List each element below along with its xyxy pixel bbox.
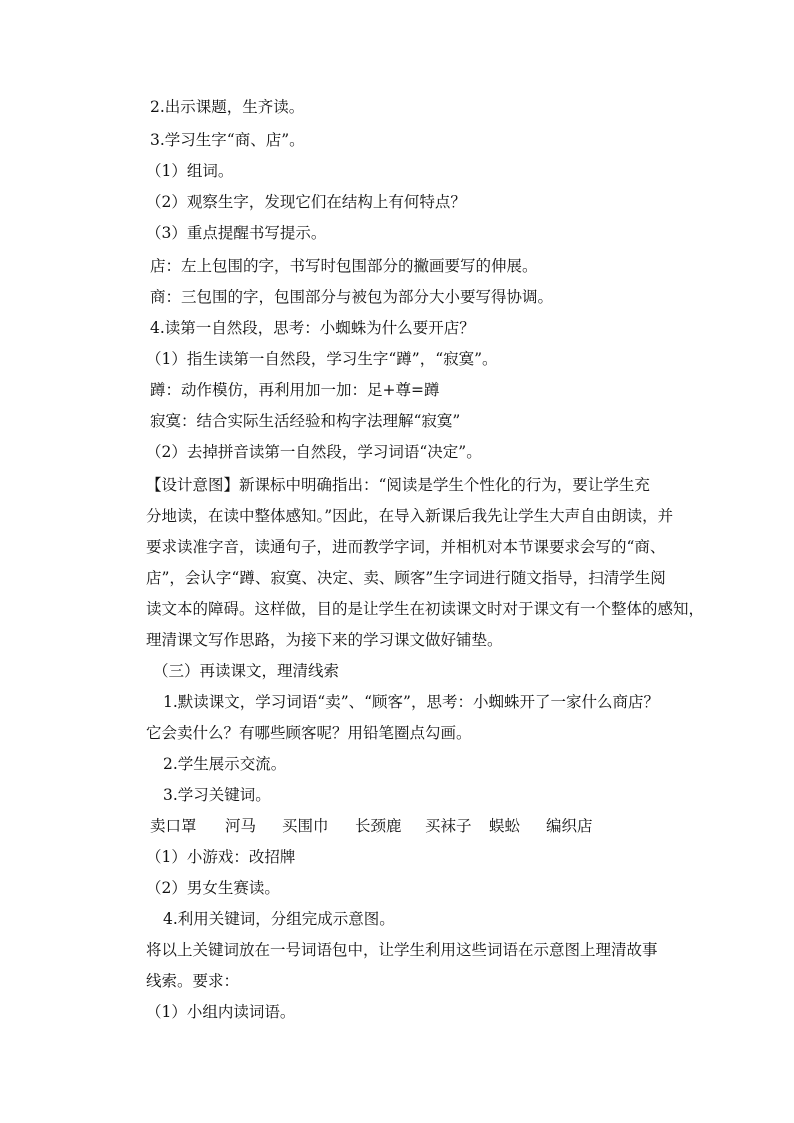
keyword: 蜈蚣: [489, 817, 521, 835]
keyword: 编织店: [546, 817, 593, 835]
text-line: 将以上关键词放在一号词语包中，让学生利用这些词语在示意图上理清故事: [146, 941, 658, 959]
text-line: 理清课文写作思路，为接下来的学习课文做好铺垫。: [146, 631, 503, 649]
text-line: 分地读，在读中整体感知。”因此，在导入新课后我先让学生大声自由朗读，并: [146, 507, 674, 525]
text-line: （1）组词。: [146, 162, 234, 180]
design-intent-line: 【设计意图】新课标中明确指出：“阅读是学生个性化的行为，要让学生充: [146, 476, 650, 494]
text-line: （2）男女生赛读。: [146, 879, 280, 897]
text-line: 3.学习关键词。: [163, 786, 271, 804]
keyword: 长颈鹿: [355, 817, 402, 835]
text-line: 1.默读课文，学习词语“卖”、“顾客”，思考：小蜘蛛开了一家什么商店？: [163, 693, 659, 711]
text-line: 4.利用关键词，分组完成示意图。: [163, 910, 395, 928]
text-line: 蹲：动作模仿，再利用加一加：足+尊=蹲: [150, 381, 440, 399]
text-line: （2）观察生字，发现它们在结构上有何特点？: [146, 193, 466, 211]
keyword: 买围巾: [282, 817, 329, 835]
keyword: 卖口罩: [150, 817, 197, 835]
text-line: 店：左上包围的字，书写时包围部分的撇画要写的伸展。: [150, 257, 538, 275]
section-heading: （三）再读课文，理清线索: [153, 662, 340, 680]
text-line: （1）指生读第一自然段，学习生字“蹲”，“寂寞”。: [146, 350, 498, 368]
keyword: 河马: [225, 817, 257, 835]
text-line: 2.出示课题，生齐读。: [150, 98, 305, 116]
text-line: 店”，会认字“蹲、寂寞、决定、卖、顾客”生字词进行随文指导，扫清学生阅: [146, 569, 666, 587]
text-line: （2）去掉拼音读第一自然段，学习词语“决定”。: [146, 443, 482, 461]
text-line: 它会卖什么？有哪些顾客呢？用铅笔圈点勾画。: [146, 724, 472, 742]
text-line: 3.学习生字“商、店”。: [150, 131, 305, 149]
text-line: 寂寞：结合实际生活经验和构字法理解“寂寞”: [150, 412, 461, 430]
text-line: （3）重点提醒书写提示。: [146, 224, 327, 242]
text-line: （1）小游戏：改招牌: [146, 848, 296, 866]
text-line: 2.学生展示交流。: [163, 755, 287, 773]
text-line: 商：三包围的字，包围部分与被包为部分大小要写得协调。: [150, 288, 554, 306]
text-line: （1）小组内读词语。: [146, 1003, 296, 1021]
text-line: 读文本的障碍。这样做，目的是让学生在初读课文时对于课文有一个整体的感知，: [146, 600, 705, 618]
text-line: 线索。要求：: [146, 972, 240, 990]
text-line: 要求读准字音，读通句子，进而教学字词，并相机对本节课要求会写的“商、: [146, 538, 666, 556]
text-line: 4.读第一自然段，思考：小蜘蛛为什么要开店？: [150, 319, 475, 337]
keyword: 买袜子: [425, 817, 472, 835]
keyword-row: [150, 816, 593, 836]
